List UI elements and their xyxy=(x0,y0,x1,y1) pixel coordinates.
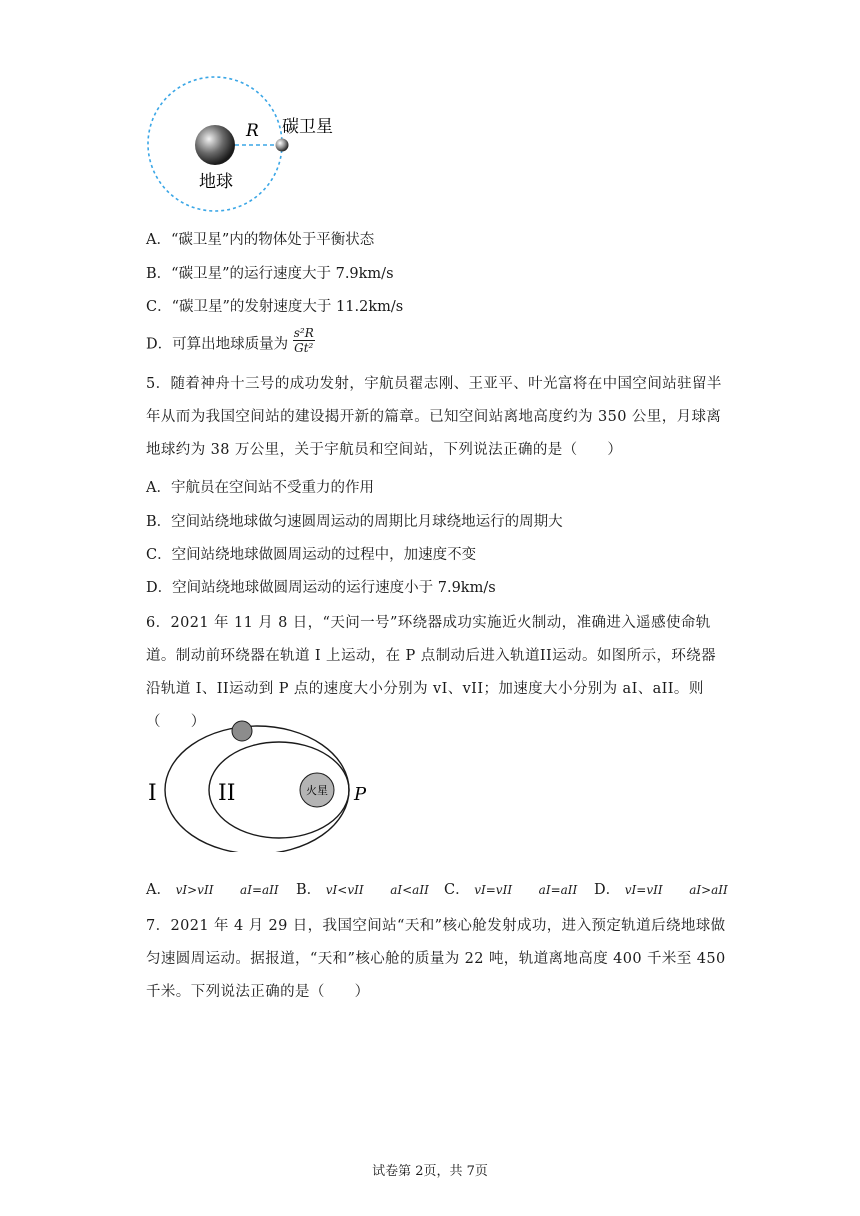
fraction-denominator: Gt² xyxy=(294,341,314,355)
q4-option-d xyxy=(146,326,315,355)
mars-orbit-figure xyxy=(140,712,390,852)
q6-option-a-v: vI>vII xyxy=(175,883,214,897)
q6-option-d-letter: D． xyxy=(594,882,621,898)
q6-option-d-v: vI=vII xyxy=(624,883,663,897)
mass-fraction xyxy=(293,326,315,355)
q6-option-b xyxy=(296,878,429,899)
q6-option-a-a: aI=aII xyxy=(240,883,279,897)
q5-option-c: C．空间站绕地球做圆周运动的过程中，加速度不变 xyxy=(146,547,477,563)
q6-option-b-v: vI<vII xyxy=(325,883,364,897)
carbon-satellite xyxy=(276,139,289,152)
q6-option-d-a: aI>aII xyxy=(689,883,728,897)
q6-option-c-letter: C． xyxy=(444,882,470,898)
earth-label: 地球 xyxy=(199,172,233,192)
q4-option-b: B．“碳卫星”的运行速度大于 7.9km/s xyxy=(146,266,394,282)
q5-option-a: A．宇航员在空间站不受重力的作用 xyxy=(146,480,374,496)
orbiter xyxy=(232,721,252,741)
q6-option-b-a: aI<aII xyxy=(390,883,429,897)
q6-option-c xyxy=(444,878,577,899)
satellite-label: 碳卫星 xyxy=(282,117,333,137)
q6-option-a xyxy=(146,878,279,899)
q4-option-c: C．“碳卫星”的发射速度大于 11.2km/s xyxy=(146,299,404,315)
q6-option-c-a: aI=aII xyxy=(538,883,578,897)
q5-option-b: B．空间站绕地球做匀速圆周运动的周期比月球绕地运行的周期大 xyxy=(146,514,563,530)
q6-stem: 6．2021 年 11 月 8 日，“天问一号”环绕器成功实施近火制动，准确进入遥感使命轨道。制动前环绕器在轨道 I 上运动，在 P 点制动后进入轨道II运动。如图所示，环绕器沿轨道 I、II运动到 P 点的速度大小分别为 vI、vII；加速度大小分别为 aI、aII。则（ ） xyxy=(146,615,717,730)
mars-label: 火星 xyxy=(306,784,328,797)
q6-option-c-v: vI=vII xyxy=(474,883,513,897)
q6-option-a-letter: A． xyxy=(146,882,171,898)
point-p-label: P xyxy=(354,784,367,805)
orbit-i-label: I xyxy=(148,781,157,806)
q6-option-d xyxy=(594,878,728,899)
q5-option-d: D．空间站绕地球做圆周运动的运行速度小于 7.9km/s xyxy=(146,580,496,596)
radius-label: R xyxy=(246,121,259,141)
q4-option-a: A．“碳卫星”内的物体处于平衡状态 xyxy=(146,232,375,248)
page-footer: 试卷第 2页，共 7页 xyxy=(372,1164,488,1179)
q7-stem: 7．2021 年 4 月 29 日，我国空间站“天和”核心舱发射成功，进入预定轨道后绕地球做匀速圆周运动。据报道，“天和”核心舱的质量为 22 吨，轨道离地高度 400 千米至 450 千米。下列说法正确的是（ ） xyxy=(146,918,726,1000)
earth xyxy=(195,125,235,165)
q5-stem: 5．随着神舟十三号的成功发射，宇航员翟志刚、王亚平、叶光富将在中国空间站驻留半年从而为我国空间站的建设揭开新的篇章。已知空间站离地高度约为 350 公里，月球离地球约为 38 万公里，关于宇航员和空间站，下列说法正确的是（ ） xyxy=(146,376,722,458)
earth-satellite-figure xyxy=(140,72,380,217)
q4-option-d-text: D．可算出地球质量为 xyxy=(146,336,289,353)
fraction-numerator: s²R xyxy=(293,326,314,340)
orbit-ii-label: II xyxy=(218,781,236,806)
q6-option-b-letter: B． xyxy=(296,882,322,898)
